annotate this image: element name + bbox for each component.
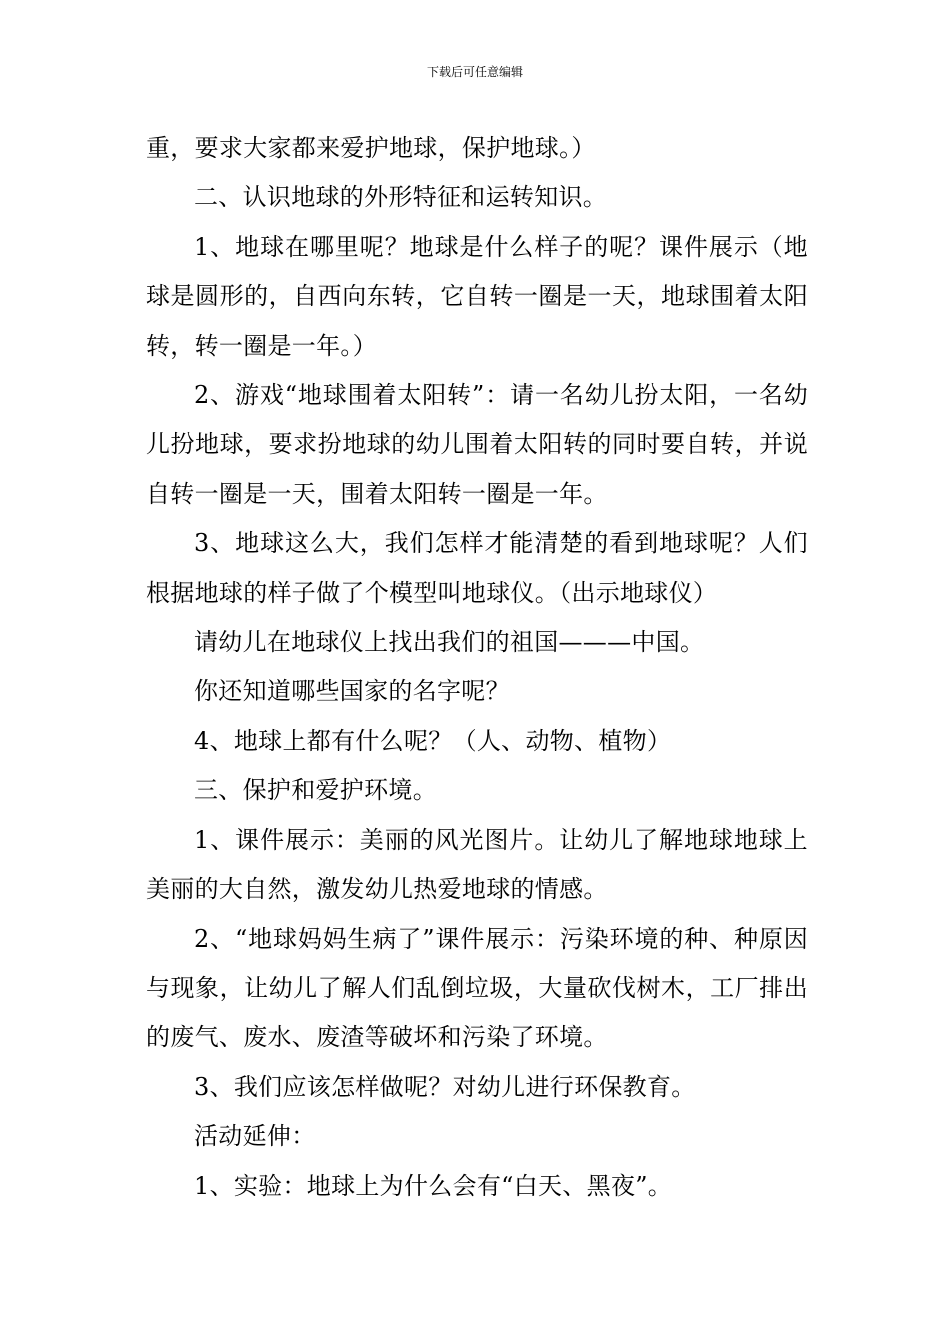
paragraph: 请幼儿在地球仪上找出我们的祖国———中国。 — [194, 628, 705, 657]
paragraph: 重，要求大家都来爱护地球，保护地球。） — [146, 134, 596, 162]
paragraph: 1、实验：地球上为什么会有“白天、黑夜”。 — [194, 1171, 673, 1200]
paragraph: 2、“地球妈妈生病了”课件展示：污染环境的种、种原因与现象，让幼儿了解人们乱倒垃圾，大量砍伐树木，工厂排出的废气、废水、废渣等破坏和污染了环境。 — [146, 924, 808, 1052]
paragraph: 3、我们应该怎样做呢？对幼儿进行环保教育。 — [194, 1072, 696, 1101]
document-body — [146, 124, 808, 1211]
section-heading: 活动延伸： — [194, 1122, 316, 1151]
paragraph: 1、课件展示：美丽的风光图片。让幼儿了解地球地球上美丽的大自然，激发幼儿热爱地球的情感。 — [146, 825, 808, 904]
paragraph: 2、游戏“地球围着太阳转”：请一名幼儿扮太阳，一名幼儿扮地球，要求扮地球的幼儿围着太阳转的同时要自转，并说自转一圈是一天，围着太阳转一圈是一年。 — [146, 381, 808, 508]
paragraph: 1、地球在哪里呢？地球是什么样子的呢？课件展示（地球是圆形的，自西向东转，它自转一圈是一天，地球围着太阳转，转一圈是一年。） — [146, 232, 808, 360]
paragraph: 你还知道哪些国家的名字呢？ — [194, 677, 510, 706]
paragraph: 3、地球这么大，我们怎样才能清楚的看到地球呢？人们根据地球的样子做了个模型叫地球仪。（出示地球仪） — [146, 529, 808, 607]
section-heading: 二、认识地球的外形特征和运转知识。 — [194, 183, 608, 212]
page-header: 下载后可任意编辑 — [426, 65, 523, 79]
paragraph: 4、地球上都有什么呢？（人、动物、植物） — [194, 726, 672, 755]
section-heading: 三、保护和爱护环境。 — [194, 776, 437, 805]
